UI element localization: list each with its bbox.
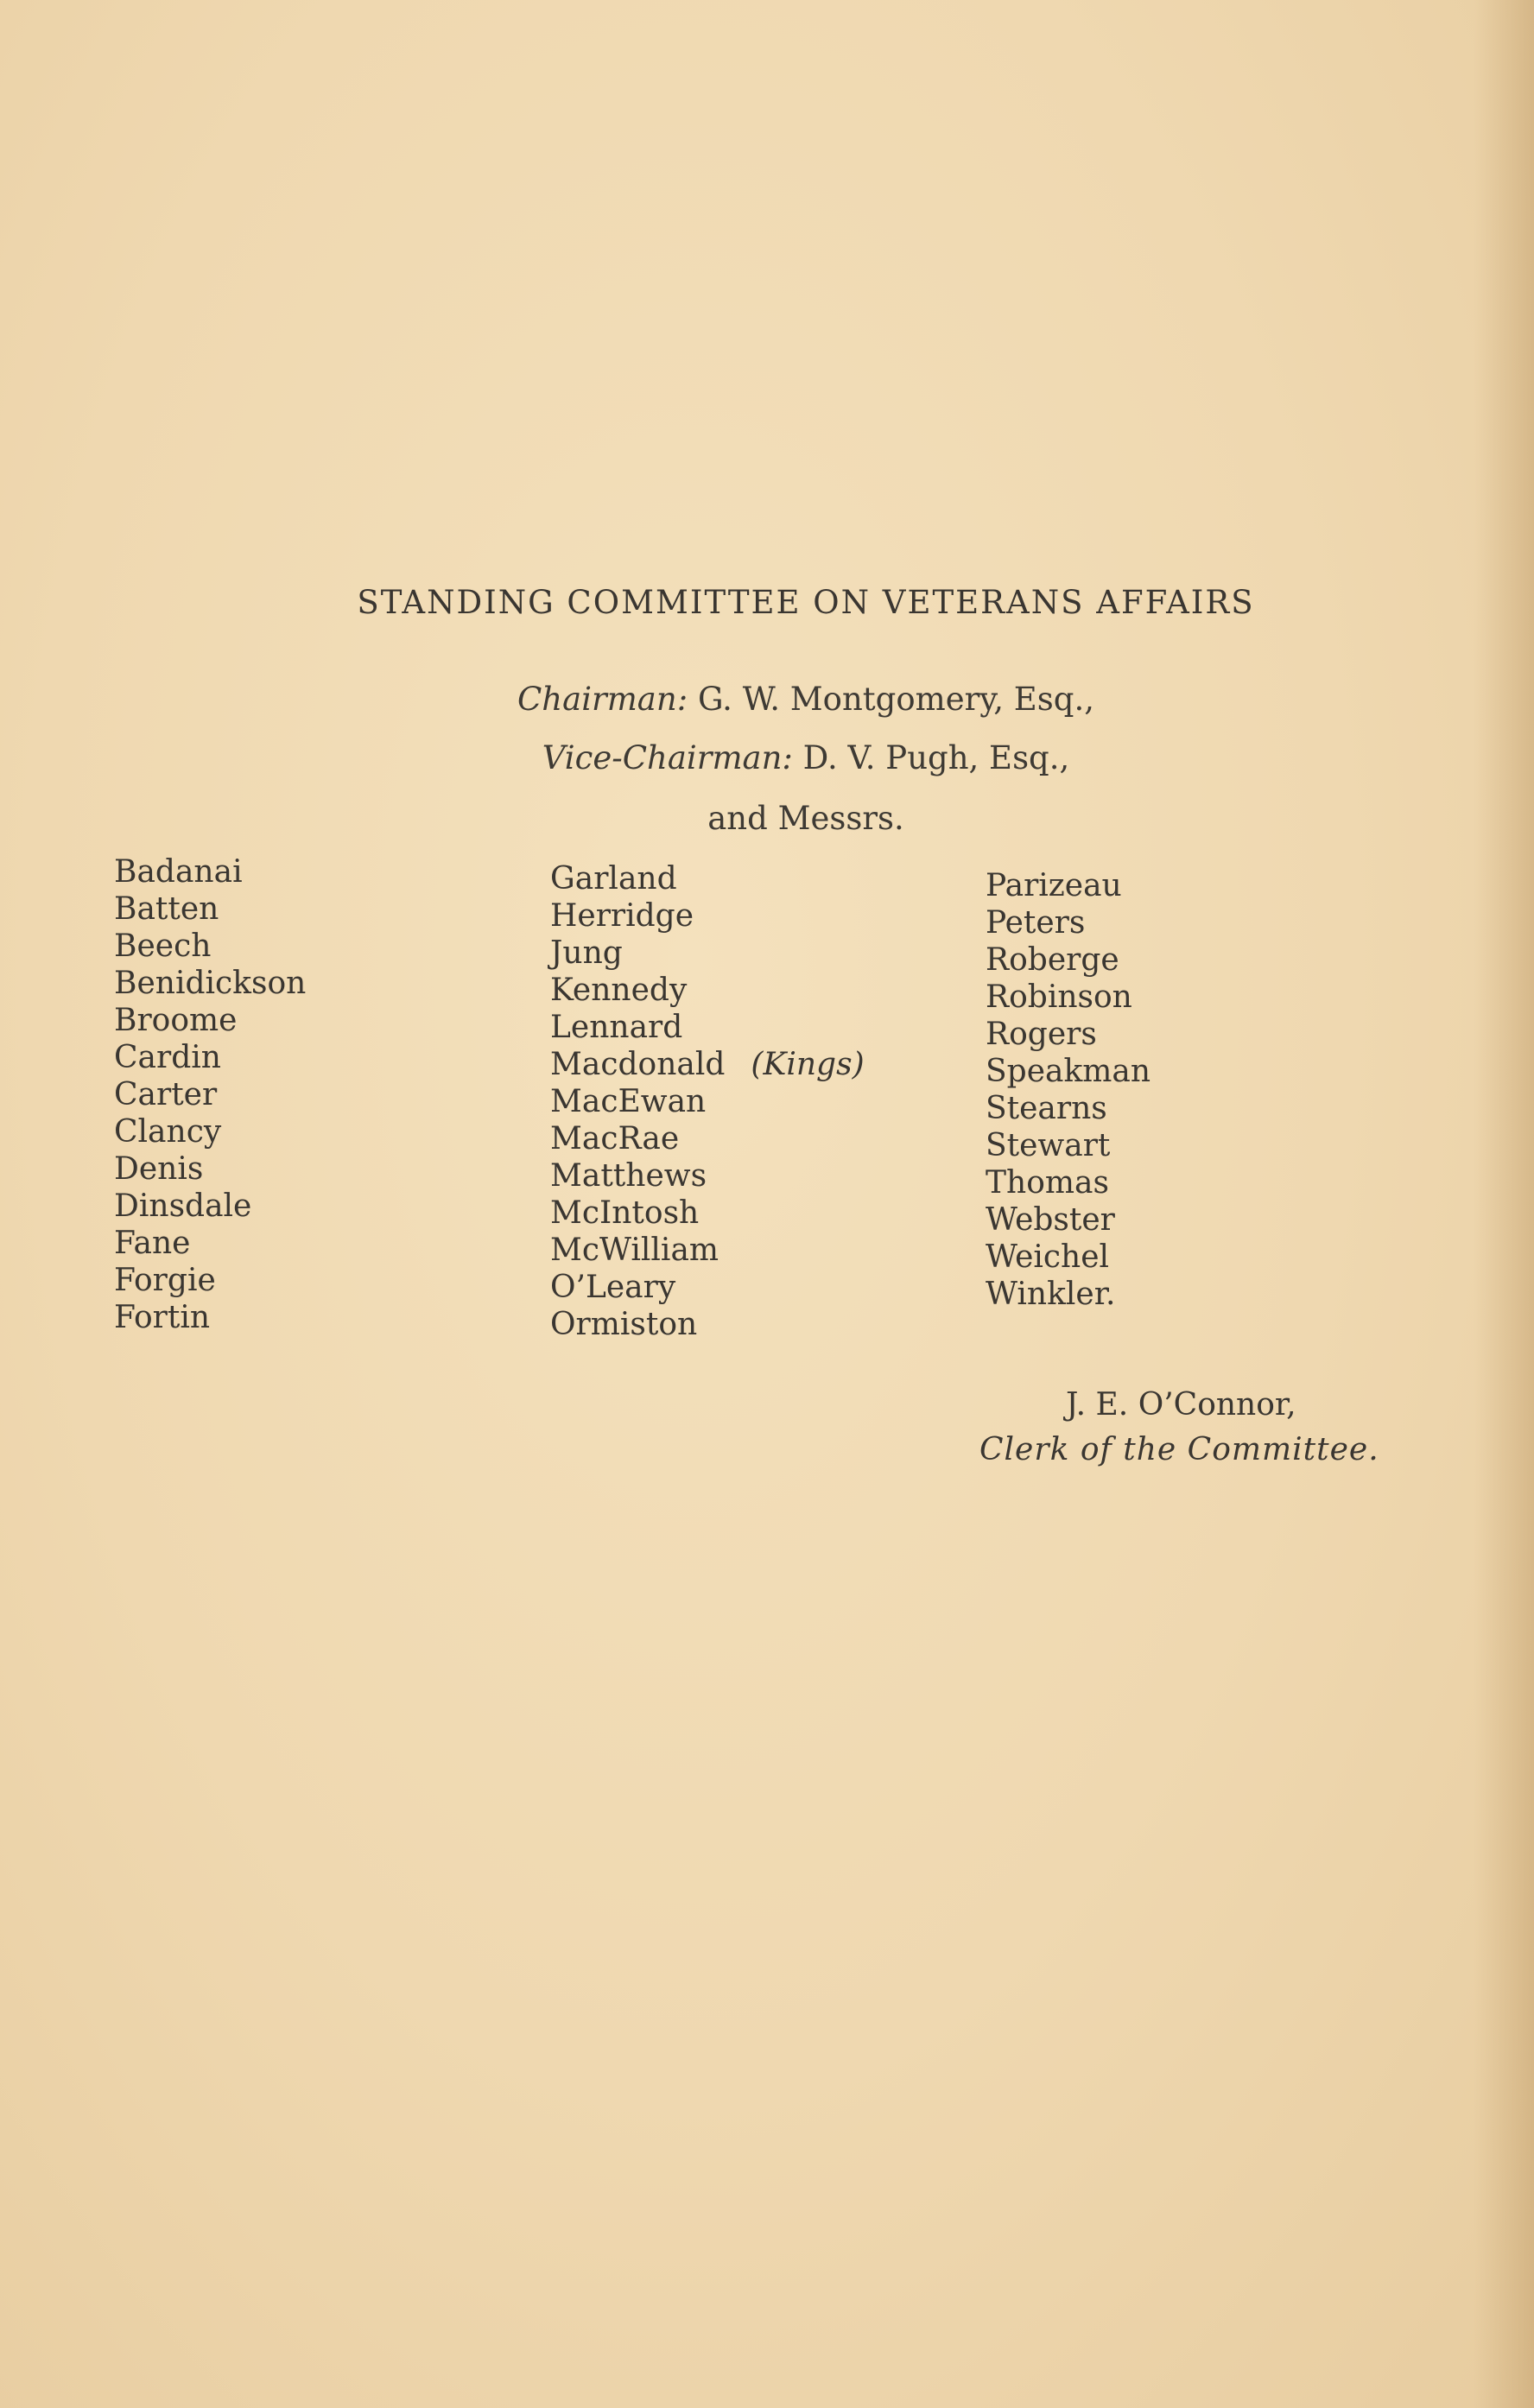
messrs-line: and Messrs. — [707, 800, 904, 837]
chairman-name: G. W. Montgomery, Esq., — [697, 681, 1094, 718]
vice-chairman-role: Vice-Chairman: — [542, 739, 793, 776]
clerk-name: J. E. O’Connor, — [1066, 1387, 1296, 1423]
member-name: MacRae — [550, 1121, 680, 1156]
member-name: Beech — [114, 928, 212, 964]
members-column-3 — [986, 867, 1150, 1313]
member-name: Dinsdale — [114, 1188, 252, 1224]
clerk-title: Clerk of the Committee. — [979, 1432, 1379, 1467]
member-name: Jung — [550, 935, 623, 971]
member-name-with-suffix — [550, 1046, 865, 1083]
member-name: Stearns — [986, 1091, 1107, 1126]
member-name: Kennedy — [550, 973, 688, 1008]
member-name: Carter — [114, 1077, 218, 1112]
member-name: Fane — [114, 1226, 191, 1261]
member-name: Peters — [986, 905, 1086, 941]
member-name: Forgie — [114, 1263, 216, 1298]
member-name: Lennard — [550, 1010, 683, 1045]
chairman-line — [0, 681, 1534, 718]
riding-suffix: (Kings) — [751, 1047, 865, 1082]
member-name: Macdonald — [550, 1047, 726, 1082]
member-name: Weichel — [986, 1239, 1110, 1275]
member-name: Garland — [550, 861, 677, 897]
members-column-2 — [550, 860, 865, 1343]
member-name: Broome — [114, 1003, 238, 1038]
member-name: Badanai — [114, 854, 243, 890]
member-name: McIntosh — [550, 1195, 700, 1231]
member-name: Ormiston — [550, 1307, 698, 1342]
member-name: McWilliam — [550, 1233, 719, 1268]
member-name: Denis — [114, 1151, 204, 1187]
member-name: Matthews — [550, 1158, 707, 1194]
member-name: Cardin — [114, 1040, 221, 1075]
vice-chairman-line — [0, 739, 1534, 776]
member-name: Clancy — [114, 1114, 222, 1150]
member-name: Robinson — [986, 979, 1132, 1015]
member-name: Parizeau — [986, 868, 1122, 903]
member-name: Benidickson — [114, 966, 307, 1001]
committee-title: STANDING COMMITTEE ON VETERANS AFFAIRS — [357, 584, 1255, 621]
member-name: O’Leary — [550, 1270, 676, 1305]
member-name: Herridge — [550, 898, 694, 934]
member-name: Stewart — [986, 1128, 1111, 1163]
members-column-1 — [114, 853, 306, 1336]
member-name: Thomas — [986, 1165, 1109, 1201]
page-edge-shading — [1474, 0, 1534, 2408]
chairman-role: Chairman: — [517, 681, 688, 718]
vice-chairman-name: D. V. Pugh, Esq., — [802, 739, 1070, 776]
member-name: MacEwan — [550, 1084, 707, 1119]
member-name: Webster — [986, 1202, 1115, 1238]
member-name: Batten — [114, 891, 219, 927]
member-name: Speakman — [986, 1054, 1151, 1089]
member-name: Roberge — [986, 942, 1119, 978]
member-name: Rogers — [986, 1017, 1097, 1052]
member-name: Fortin — [114, 1300, 211, 1335]
member-name: Winkler. — [986, 1277, 1116, 1312]
